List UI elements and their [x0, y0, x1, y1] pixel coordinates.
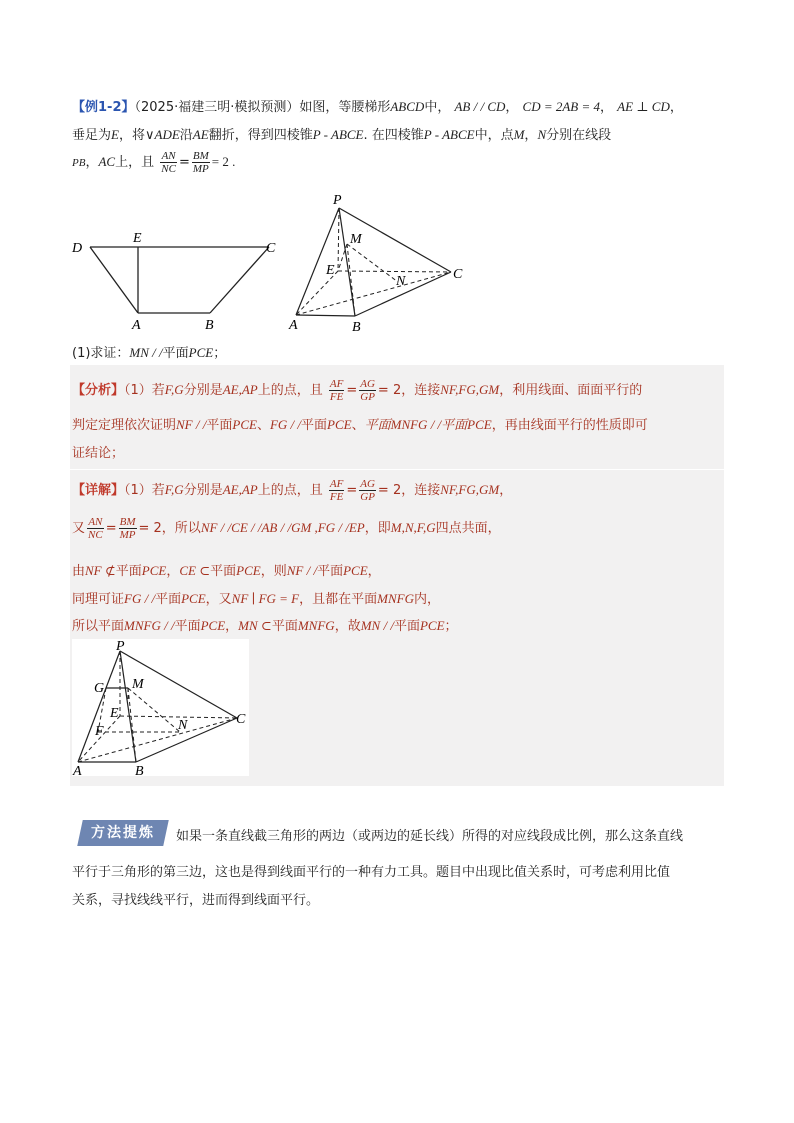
- detail-line-1: 【详解】（1）若F,G分别是AE,AP上的点，且 $\frac{AF}{FE}$ = $\frac{AG}{GP}$ = 2，连接NF,FG,GM，: [72, 478, 513, 503]
- label-c: C: [236, 712, 246, 727]
- ratio-an-nc: $\frac{AN}{NC}$: [161, 150, 176, 175]
- label-a: A: [132, 318, 141, 333]
- analysis-line-1: 【分析】（1）若F,G分别是AE,AP上的点，且 $\frac{AF}{FE}$ = $\frac{AG}{GP}$ = 2，连接NF,FG,GM，利用线面、面面平行的: [72, 378, 643, 403]
- example-tag: 【例1-2】: [72, 100, 135, 115]
- solution-pyramid-figure: [72, 639, 249, 776]
- label-n: N: [178, 718, 188, 733]
- label-n: N: [396, 274, 406, 289]
- label-b: B: [205, 318, 214, 333]
- trapezoid-figure: [66, 228, 286, 338]
- ratio-bm-mp: $\frac{BM}{MP}$: [192, 150, 209, 175]
- label-e: E: [133, 231, 142, 246]
- detail-line-2: 又 $\frac{AN}{NC}$ = $\frac{BM}{MP}$ = 2，所以NF / /CE / /AB / /GM ,FG / /EP，即M,N,F,G四点共面，: [72, 516, 501, 541]
- question-1: (1)求证：MN / /平面PCE；: [72, 345, 227, 361]
- problem-line-1: 【例1-2】（2025·福建三明·模拟预测）如图，等腰梯形ABCD中， AB / / CD， CD = 2AB = 4， AE ⊥ CD，: [72, 99, 683, 115]
- label-p: P: [333, 193, 342, 208]
- label-p: P: [116, 639, 125, 654]
- label-f: F: [95, 724, 104, 739]
- detail-line-3: 由NF ⊄平面PCE，CE ⊂平面PCE，则NF / /平面PCE，: [72, 563, 381, 579]
- analysis-line-3: 证结论；: [72, 446, 125, 461]
- label-b: B: [135, 764, 144, 776]
- problem-line-2: 垂足为E，将∨ADE沿AE翻折，得到四棱锥P - ABCE. 在四棱锥P - ABCE中，点M，N分别在线段: [72, 127, 612, 143]
- label-b: B: [352, 320, 361, 335]
- pyramid-figure: [286, 192, 476, 336]
- method-line-3: 关系，寻找线线平行，进而得到线面平行。: [72, 893, 320, 908]
- method-line-2: 平行于三角形的第三边，这也是得到线面平行的一种有力工具。题目中出现比值关系时，可考虑利用比值: [72, 865, 671, 880]
- detail-line-5: 所以平面MNFG / /平面PCE，MN ⊂平面MNFG，故MN / /平面PCE；: [72, 618, 458, 634]
- detail-line-4: 同理可证FG / /平面PCE，又NF ∣ FG = F，且都在平面MNFG内，: [72, 591, 440, 607]
- problem-line-3: PB，AC上，且 $\frac{AN}{NC}$ = $\frac{BM}{MP}$ = 2 .: [72, 150, 236, 175]
- label-a: A: [289, 318, 298, 333]
- label-a: A: [73, 764, 82, 776]
- method-line-1: 如果一条直线截三角形的两边（或两边的延长线）所得的对应线段成比例，那么这条直线: [176, 829, 684, 844]
- label-e: E: [110, 706, 119, 721]
- label-m: M: [132, 677, 144, 692]
- method-badge: 方法提炼: [77, 820, 169, 846]
- label-g: G: [94, 681, 105, 696]
- label-m: M: [350, 232, 362, 247]
- label-d: D: [72, 241, 83, 256]
- label-c: C: [453, 267, 463, 282]
- analysis-line-2: 判定定理依次证明NF / /平面PCE、FG / /平面PCE、平面MNFG / /平面PCE，再由线面平行的性质即可: [72, 417, 648, 433]
- label-e: E: [326, 263, 335, 278]
- label-c: C: [266, 241, 276, 256]
